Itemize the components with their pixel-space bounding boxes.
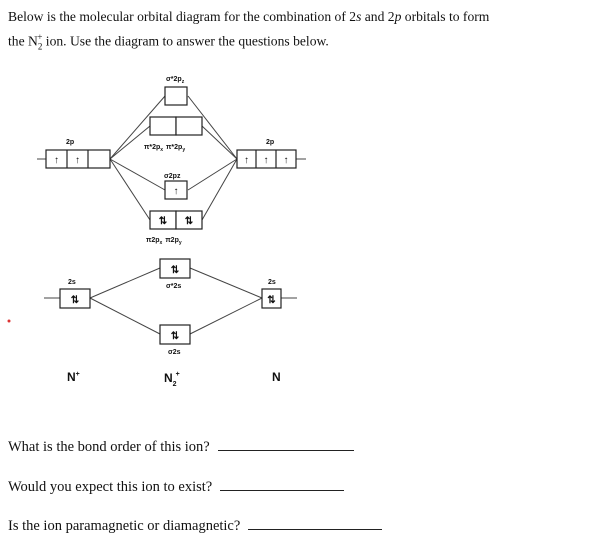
question-bond-order: What is the bond order of this ion? — [8, 436, 354, 456]
label-sigma-star-2s: σ*2s — [166, 283, 182, 290]
electron-sigma-2s: ⇅ — [170, 331, 180, 342]
electron-right-2p-1: ↑ — [244, 155, 249, 166]
electron-right-2p-2: ↑ — [263, 155, 269, 166]
electron-left-2s: ⇅ — [70, 295, 80, 306]
label-pi-star-2p: $\pi*2p_x$ $\pi*2p_y$ — [144, 144, 186, 153]
orbital-sigma-star-2pz — [165, 87, 187, 105]
label-species-right: N — [272, 370, 281, 384]
label-right-2p: 2p — [266, 139, 275, 146]
label-sigma-2pz: σ2pz — [164, 173, 181, 180]
electron-pi-2px: ⇅ — [158, 216, 168, 227]
orbital-pi-star-2px — [150, 117, 176, 135]
question-exist: Would you expect this ion to exist? — [8, 476, 344, 496]
marker-dot — [8, 320, 11, 323]
answer-blank-bond-order[interactable] — [218, 436, 354, 451]
label-species-left: N+ — [67, 370, 80, 384]
electron-pi-2py: ⇅ — [184, 216, 194, 227]
answer-blank-exist[interactable] — [220, 476, 344, 491]
electron-sigma-star-2s: ⇅ — [170, 265, 180, 276]
electron-right-2s: ⇅ — [267, 295, 276, 306]
label-pi-2p: $\pi 2p_x$ $\pi 2p_y$ — [146, 237, 182, 246]
answer-blank-magnetism[interactable] — [248, 515, 382, 530]
orbital-pi-star-2py — [176, 117, 202, 135]
label-right-2s: 2s — [268, 279, 276, 286]
label-left-2s: 2s — [68, 279, 76, 286]
electron-left-2p-2: ↑ — [75, 155, 80, 166]
label-sigma-star-2pz: $\sigma*2p_z$ — [166, 76, 185, 85]
electron-left-2p-1: ↑ — [54, 155, 59, 166]
question-magnetism: Is the ion paramagnetic or diamagnetic? — [8, 515, 382, 535]
label-left-2p: 2p — [66, 139, 75, 146]
electron-right-2p-3: ↑ — [283, 155, 289, 166]
electron-sigma-2pz: ↑ — [173, 186, 179, 197]
intro-text: Below is the molecular orbital diagram for the combination of 2s and 2p orbitals to form the $N_2^+$ ion. Use the diagram to answer the questions below. — [8, 9, 490, 52]
label-sigma-2s: σ2s — [168, 349, 181, 356]
label-species-center: $N_2+$ — [164, 371, 180, 388]
